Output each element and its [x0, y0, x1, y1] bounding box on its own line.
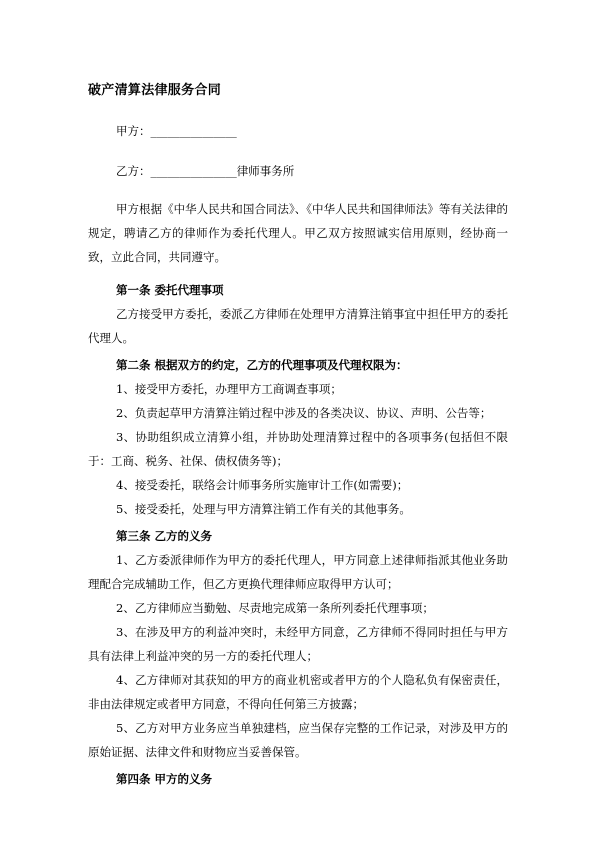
- article-2-item: 3、协助组织成立清算小组，并协助处理清算过程中的各项事务(包括但不限于：工商、税务、社保、债权债务等)；: [88, 430, 508, 468]
- contract-body: [88, 197, 508, 791]
- article-3-heading: 第三条 乙方的义务: [116, 529, 213, 543]
- article-1-heading: 第一条 委托代理事项: [116, 283, 224, 297]
- article-2-item: 2、负责起草甲方清算注销过程中涉及的各类决议、协议、声明、公告等；: [116, 406, 492, 420]
- article-2-item: 5、接受委托，处理与甲方清算注销工作有关的其他事务。: [116, 502, 411, 516]
- article-2-item: 1、接受甲方委托，办理甲方工商调查事项；: [116, 382, 342, 396]
- article-3-item: 4、乙方律师对其获知的甲方的商业机密或者甲方的个人隐私负有保密责任，非由法律规定或者甲方同意，不得向任何第三方披露；: [88, 673, 508, 711]
- party-a-line: 甲方：_______________: [116, 124, 237, 138]
- article-2-heading: 第二条 根据双方的约定，乙方的代理事项及代理权限为：: [116, 358, 408, 372]
- intro-paragraph: 甲方根据《中华人民共和国合同法》、《中华人民共和国律师法》等有关法律的规定，聘请乙方的律师作为委托代理人。甲乙双方按照诚实信用原则，经协商一致，立此合同，共同遵守。: [88, 202, 508, 264]
- article-2-item: 4、接受委托，联络会计师事务所实施审计工作(如需要)；: [116, 478, 409, 492]
- article-1-body: 乙方接受甲方委托，委派乙方律师在处理甲方清算注销事宜中担任甲方的委托代理人。: [88, 307, 508, 345]
- document-title: 破产清算法律服务合同: [88, 83, 222, 98]
- article-4-heading: 第四条 甲方的义务: [116, 772, 213, 786]
- party-b-line: 乙方：_______________律师事务所: [116, 164, 295, 178]
- article-3-item: 2、乙方律师应当勤勉、尽责地完成第一条所列委托代理事项；: [116, 601, 434, 615]
- article-3-item: 5、乙方对甲方业务应当单独建档，应当保存完整的工作记录，对涉及甲方的原始证据、法律文件和财物应当妥善保管。: [88, 721, 508, 759]
- article-3-item: 1、乙方委派律师作为甲方的委托代理人，甲方同意上述律师指派其他业务助理配合完成辅助工作，但乙方更换代理律师应取得甲方认可；: [88, 553, 508, 591]
- article-3-item: 3、在涉及甲方的利益冲突时，未经甲方同意，乙方律师不得同时担任与甲方具有法律上利益冲突的另一方的委托代理人；: [88, 625, 508, 663]
